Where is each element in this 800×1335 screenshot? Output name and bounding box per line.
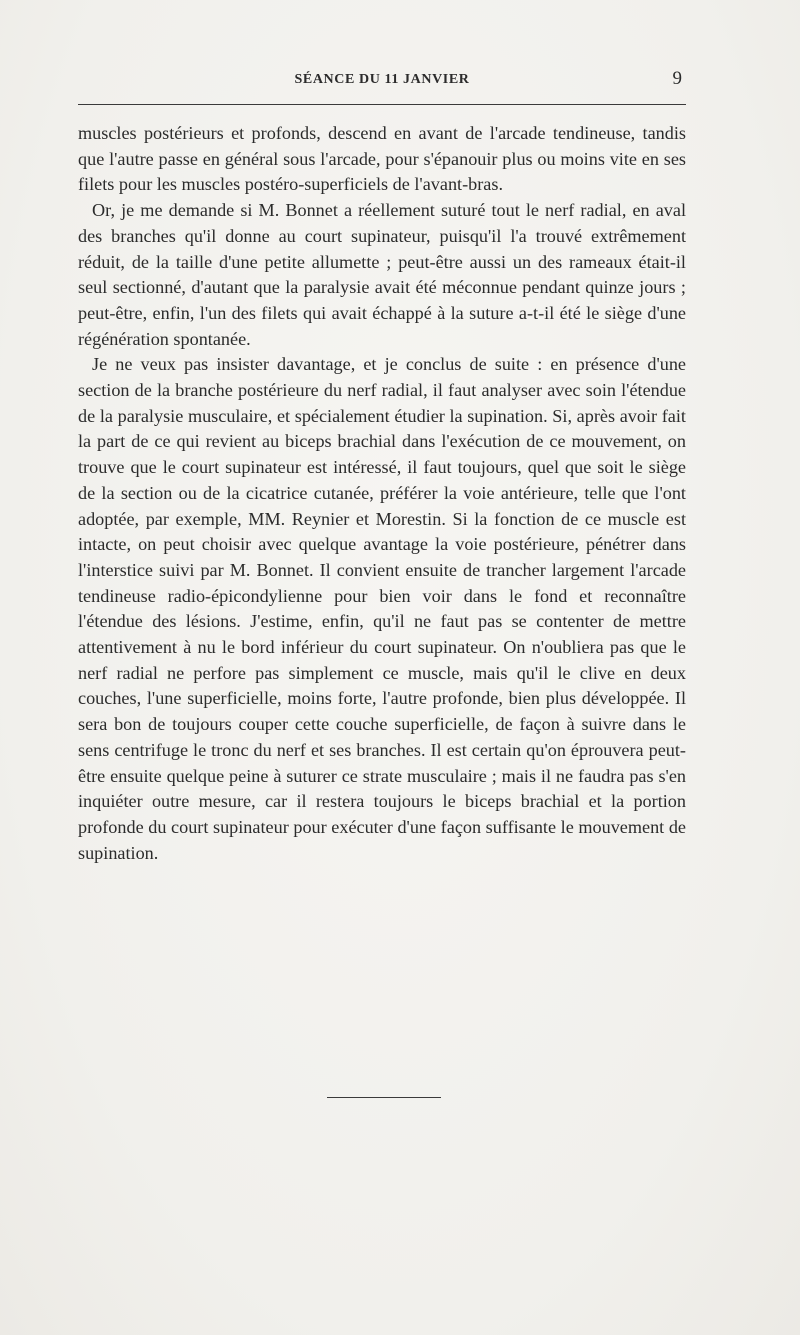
body-text (78, 121, 686, 866)
end-rule (327, 1097, 441, 1098)
paragraph-2: Or, je me demande si M. Bonnet a réellement suturé tout le nerf radial, en aval des branches qu'il donne au court supinateur, puisqu'il l'a trouvé extrêmement réduit, de la taille d'une petite allumette ; peut-être aussi un des rameaux était-il seul sectionné, d'autant que la paralysie avait été méconnue pendant quinze jours ; peut-être, enfin, l'un des filets qui avait échappé à la suture a-t-il été le siège d'une régénération spontanée. (78, 200, 686, 349)
paragraph-1: muscles postérieurs et profonds, descend en avant de l'arcade tendineuse, tandis que l'autre passe en général sous l'arcade, pour s'épanouir plus ou moins vite en ses filets pour les muscles postéro-superficiels de l'avant-bras. (78, 123, 686, 195)
running-header (78, 66, 686, 92)
page-number: 9 (672, 68, 682, 89)
running-title: SÉANCE DU 11 JANVIER (294, 72, 470, 87)
header-rule (78, 104, 686, 105)
paragraph-3: Je ne veux pas insister davantage, et je conclus de suite : en présence d'une section de la branche postérieure du nerf radial, il faut analyser avec soin l'étendue de la paralysie musculaire, et spécialement étudier la supination. Si, après avoir fait la part de ce qui revient au biceps brachial dans l'exécution de ce mouvement, on trouve que le court supinateur est intéressé, il faut toujours, quel que soit le siège de la section ou de la cicatrice cutanée, préférer la voie antérieure, telle que l'ont adoptée, par exemple, MM. Reynier et Morestin. Si la fonction de ce muscle est intacte, on peut choisir avec quelque avantage la voie postérieure, pénétrer dans l'interstice suivi par M. Bonnet. Il convient ensuite de trancher largement l'arcade tendineuse radio-épicondylienne pour bien voir dans le fond et reconnaître l'étendue des lésions. J'estime, enfin, qu'il ne faut pas se contenter de mettre attentivement à nu le bord inférieur du court supinateur. On n'oubliera pas que le nerf radial ne perfore pas simplement ce muscle, mais qu'il le clive en deux couches, l'une superficielle, moins forte, l'autre profonde, bien plus développée. Il sera bon de toujours couper cette couche superficielle, de façon à suivre dans le sens centrifuge le tronc du nerf et ses branches. Il est certain qu'on éprouvera peut-être ensuite quelque peine à suturer ce strate musculaire ; mais il ne faudra pas s'en inquiéter outre mesure, car il restera toujours le biceps brachial et la portion profonde du court supinateur pour exécuter d'une façon suffisante le mouvement de supination. (78, 354, 686, 863)
